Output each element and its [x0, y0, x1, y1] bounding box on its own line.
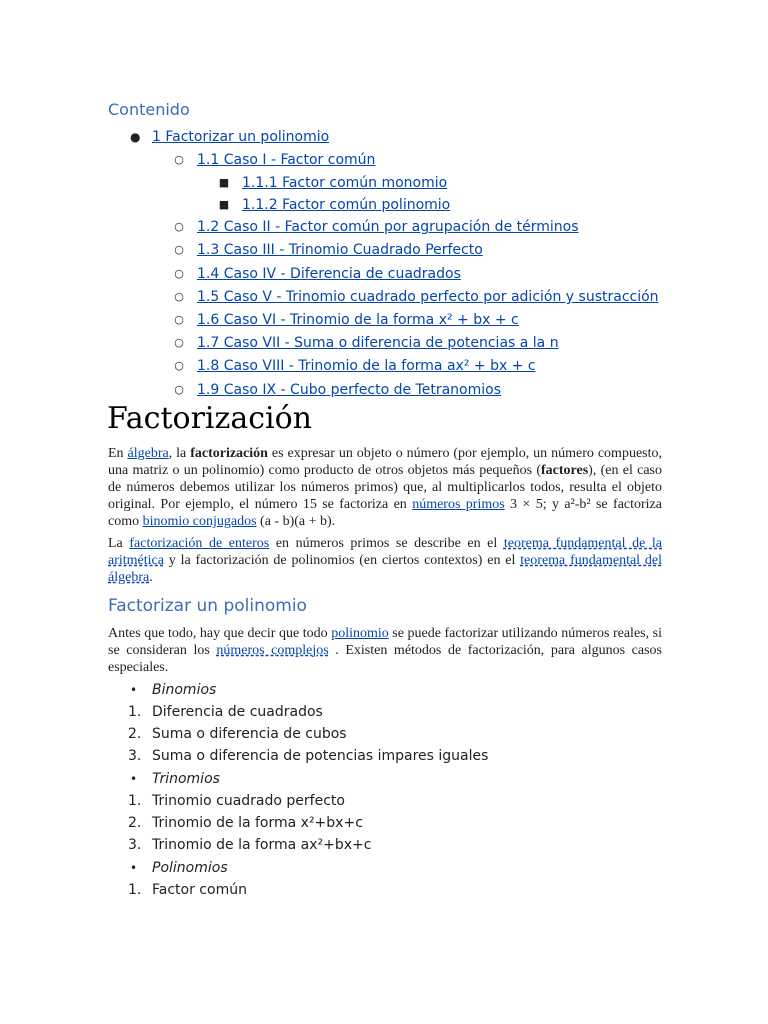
list-item-category: • Polinomios — [152, 857, 228, 879]
toc-link-caso-5[interactable]: 1.5 Caso V - Trinomio cuadrado perfecto por adición y sustracción — [197, 289, 659, 305]
toc-item — [174, 355, 536, 377]
term-factorizacion: factorización — [190, 446, 268, 461]
bullet-circle-icon: ○ — [174, 153, 184, 166]
toc-item — [174, 286, 659, 308]
bullet-disc-icon: • — [130, 861, 138, 875]
toc-link-caso-1[interactable]: 1.1 Caso I - Factor común — [197, 152, 376, 168]
bullet-square-icon: ■ — [218, 198, 230, 211]
toc-link-caso-8[interactable]: 1.8 Caso VIII - Trinomio de la forma ax² + bx + c — [197, 358, 536, 374]
list-item: 3. Suma o diferencia de potencias impares iguales — [128, 748, 489, 764]
link-teorema-algebra[interactable]: teorema fundamental del álgebra — [108, 553, 662, 585]
bullet-circle-icon: ○ — [174, 383, 184, 396]
toc-title: Contenido — [108, 100, 190, 119]
term-factores: factores — [541, 463, 589, 478]
theorem-paragraph: La factorización de enteros en números primos se describe en el teorema fundamental de la aritmética y la factorización de polinomios (en ciertos contextos) en el teorema fundamental del álgebra. — [108, 536, 662, 585]
list-item: 3. Trinomio de la forma ax²+bx+c — [128, 837, 372, 853]
bullet-disc-icon: • — [130, 772, 138, 786]
bullet-square-icon: ■ — [218, 176, 230, 189]
toc-link-caso-1-2[interactable]: 1.1.2 Factor común polinomio — [242, 197, 451, 213]
toc-item — [130, 126, 330, 148]
toc-link-caso-3[interactable]: 1.3 Caso III - Trinomio Cuadrado Perfecto — [197, 242, 483, 258]
toc-item — [218, 172, 448, 194]
link-factorizacion-enteros[interactable]: factorización de enteros — [129, 536, 270, 551]
toc-item — [218, 194, 451, 216]
bullet-circle-icon: ○ — [174, 313, 184, 326]
bullet-circle-icon: ○ — [174, 243, 184, 256]
toc-link-factorizar-polinomio[interactable]: 1 Factorizar un polinomio — [152, 129, 330, 145]
toc-link-caso-9[interactable]: 1.9 Caso IX - Cubo perfecto de Tetranomios — [197, 382, 501, 398]
bullet-circle-icon: ○ — [174, 290, 184, 303]
bullet-circle-icon: ○ — [174, 336, 184, 349]
link-binomio-conjugados[interactable]: binomio conjugados — [142, 514, 257, 529]
link-teorema-aritmetica[interactable]: teorema fundamental de la aritmética — [108, 536, 662, 568]
list-item: 1. Diferencia de cuadrados — [128, 704, 323, 720]
toc-item — [174, 149, 376, 171]
bullet-disc-icon: ● — [130, 130, 141, 144]
bullet-disc-icon: • — [130, 683, 138, 697]
link-polinomio[interactable]: polinomio — [331, 626, 389, 641]
toc-link-caso-1-1[interactable]: 1.1.1 Factor común monomio — [242, 175, 448, 191]
toc-link-caso-4[interactable]: 1.4 Caso IV - Diferencia de cuadrados — [197, 266, 461, 282]
toc-link-caso-7[interactable]: 1.7 Caso VII - Suma o diferencia de potencias a la n — [197, 335, 559, 351]
link-numeros-primos[interactable]: números primos — [412, 497, 505, 512]
polinomio-paragraph: Antes que todo, hay que decir que todo polinomio se puede factorizar utilizando números reales, si se consideran los números complejos . Existen métodos de factorización, para algunos casos especiales. — [108, 626, 662, 675]
list-item: 2. Suma o diferencia de cubos — [128, 726, 347, 742]
list-item: 1. Factor común — [128, 882, 247, 898]
toc-item — [174, 309, 519, 331]
bullet-circle-icon: ○ — [174, 220, 184, 233]
list-item-category: • Trinomios — [152, 768, 220, 790]
toc-link-caso-6[interactable]: 1.6 Caso VI - Trinomio de la forma x² + bx + c — [197, 312, 519, 328]
link-algebra[interactable]: álgebra — [127, 446, 169, 461]
bullet-circle-icon: ○ — [174, 267, 184, 280]
toc-item — [174, 332, 559, 354]
toc-item — [174, 239, 483, 261]
toc-item — [174, 379, 501, 401]
list-item: 2. Trinomio de la forma x²+bx+c — [128, 815, 363, 831]
toc-link-caso-2[interactable]: 1.2 Caso II - Factor común por agrupación de términos — [197, 219, 579, 235]
toc-item — [174, 216, 579, 238]
toc-item — [174, 263, 461, 285]
link-numeros-complejos[interactable]: números complejos — [216, 643, 329, 658]
list-item: 1. Trinomio cuadrado perfecto — [128, 793, 345, 809]
intro-paragraph: En álgebra, la factorización es expresar un objeto o número (por ejemplo, un número compuesto, una matriz o un polinomio) como producto de otros objetos más pequeños (factores), (en el caso de números debemos utilizar los números primos) que, al multiplicarlos todos, resulta el objeto original. Por ejemplo, el número 15 se factoriza en números primos 3 × 5; y a²-b² se factoriza como binomio conjugados (a - b)(a + b). — [108, 446, 662, 529]
list-item-category: • Binomios — [152, 679, 216, 701]
article-title: Factorización — [107, 401, 312, 436]
section-title: Factorizar un polinomio — [108, 596, 307, 616]
bullet-circle-icon: ○ — [174, 359, 184, 372]
